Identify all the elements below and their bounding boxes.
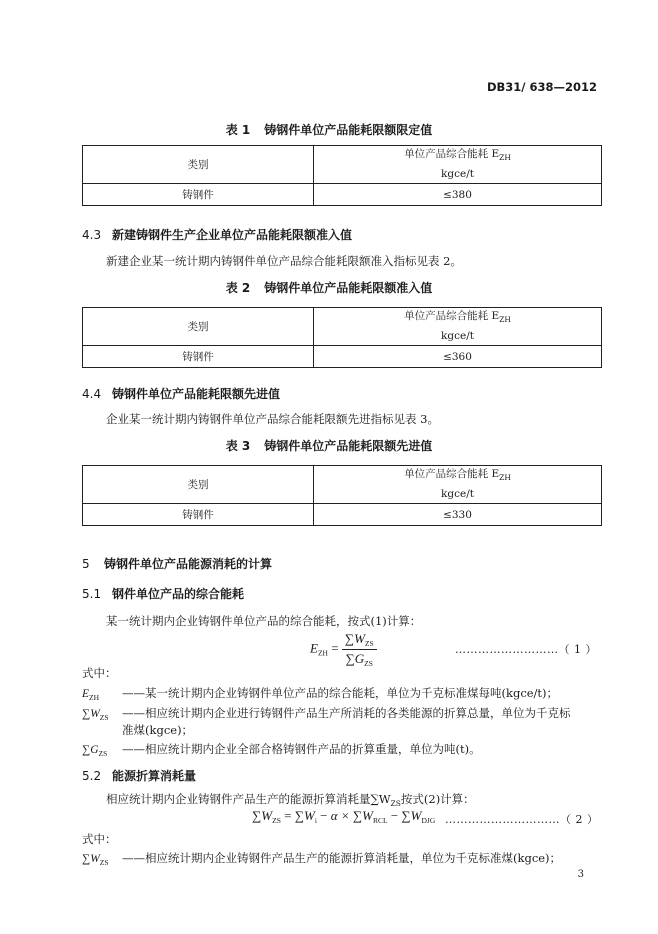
table-1-caption xyxy=(0,121,658,138)
standard-code: DB31/ 638—2012 xyxy=(486,80,597,94)
equation-2: $\sum W_{ZS} = \sum W_i - \alpha \times \sum W_{RCL} - \sum W_{DJG}$ xyxy=(252,808,436,825)
col-category-header: 类别 xyxy=(83,146,314,184)
equation-1-number: ………………………（ 1 ） xyxy=(455,643,597,656)
section-5-2-heading: 5.2 能源折算消耗量 xyxy=(82,769,197,783)
table-title: 铸钢件单位产品能耗限额限定值 xyxy=(264,123,433,137)
table-2-caption: 表 2 铸钢件单位产品能耗限额准入值 xyxy=(225,281,433,295)
section-4-3-heading: 4.3 新建铸钢件生产企业单位产品能耗限额准入值 xyxy=(82,228,353,242)
definition-gzs: $\sum G_{ZS}$ ——相应统计期内企业全部合格铸钢件产品的折算重量，单位为吨(t)。 xyxy=(82,742,481,758)
col-category-header: 类别 xyxy=(83,308,314,346)
row-label: 铸钢件 xyxy=(83,504,314,526)
equation-2-number: …………………………（ 2 ） xyxy=(445,813,599,826)
section-4-4-heading: 4.4 铸钢件单位产品能耗限额先进值 xyxy=(82,387,281,401)
section-5-1-heading: 5.1 钢件单位产品的综合能耗 xyxy=(82,587,245,601)
table-1 xyxy=(82,145,602,206)
definition-ezh: $E_{ZH}$ ——某一统计期内企业铸钢件单位产品的综合能耗，单位为千克标准煤每吨(kgce/t)； xyxy=(82,686,559,702)
col-energy-header: 单位产品综合能耗 $E_{ZH}$ kgce/t xyxy=(314,146,602,184)
definition-wzs-2: $\sum W_{ZS}$ ——相应统计期内企业铸钢件产品生产的能源折算消耗量，单位为千克标准煤(kgce)； xyxy=(82,851,562,867)
col-energy-header: 单位产品综合能耗 $E_{ZH}$ kgce/t xyxy=(314,308,602,346)
table-3-caption: 表 3 铸钢件单位产品能耗限额先进值 xyxy=(225,439,433,453)
row-label: 铸钢件 xyxy=(83,346,314,368)
section-5-heading: 5 铸钢件单位产品能源消耗的计算 xyxy=(82,557,273,571)
definition-wzs: $\sum W_{ZS}$ ——相应统计期内企业进行铸钢件产品生产所消耗的各类能源的折算总量，单位为千克标 xyxy=(82,706,571,722)
table-2 xyxy=(82,307,602,368)
table-number: 表 1 xyxy=(225,123,251,137)
row-label: 铸钢件 xyxy=(83,184,314,206)
section-5-1-intro: 某一统计期内企业铸钢件单位产品的综合能耗，按式(1)计算： xyxy=(106,614,422,628)
row-value: ≤380 xyxy=(314,184,602,206)
definition-wzs-cont: 准煤(kgce)； xyxy=(122,723,194,737)
equation-1: $E_{ZH}$ = $\frac{\sum W_{ZS}}{\sum G_{ZS}}$ xyxy=(310,631,377,668)
section-4-4-text: 企业某一统计期内铸钢件单位产品综合能耗限额先进指标见表 3。 xyxy=(106,412,439,426)
row-value: ≤330 xyxy=(314,504,602,526)
row-value: ≤360 xyxy=(314,346,602,368)
section-4-3-text: 新建企业某一统计期内铸钢件单位产品综合能耗限额准入指标见表 2。 xyxy=(106,254,462,268)
col-energy-header: 单位产品综合能耗 $E_{ZH}$ kgce/t xyxy=(314,466,602,504)
table-3 xyxy=(82,465,602,526)
col-category-header: 类别 xyxy=(83,466,314,504)
section-5-2-intro: 相应统计期内企业铸钢件产品生产的能源折算消耗量$\sum W_{ZS}$按式(2)计算： xyxy=(106,792,475,808)
where-label-2: 式中： xyxy=(82,832,117,846)
where-label: 式中： xyxy=(82,666,117,680)
page-number: 3 xyxy=(577,869,584,880)
